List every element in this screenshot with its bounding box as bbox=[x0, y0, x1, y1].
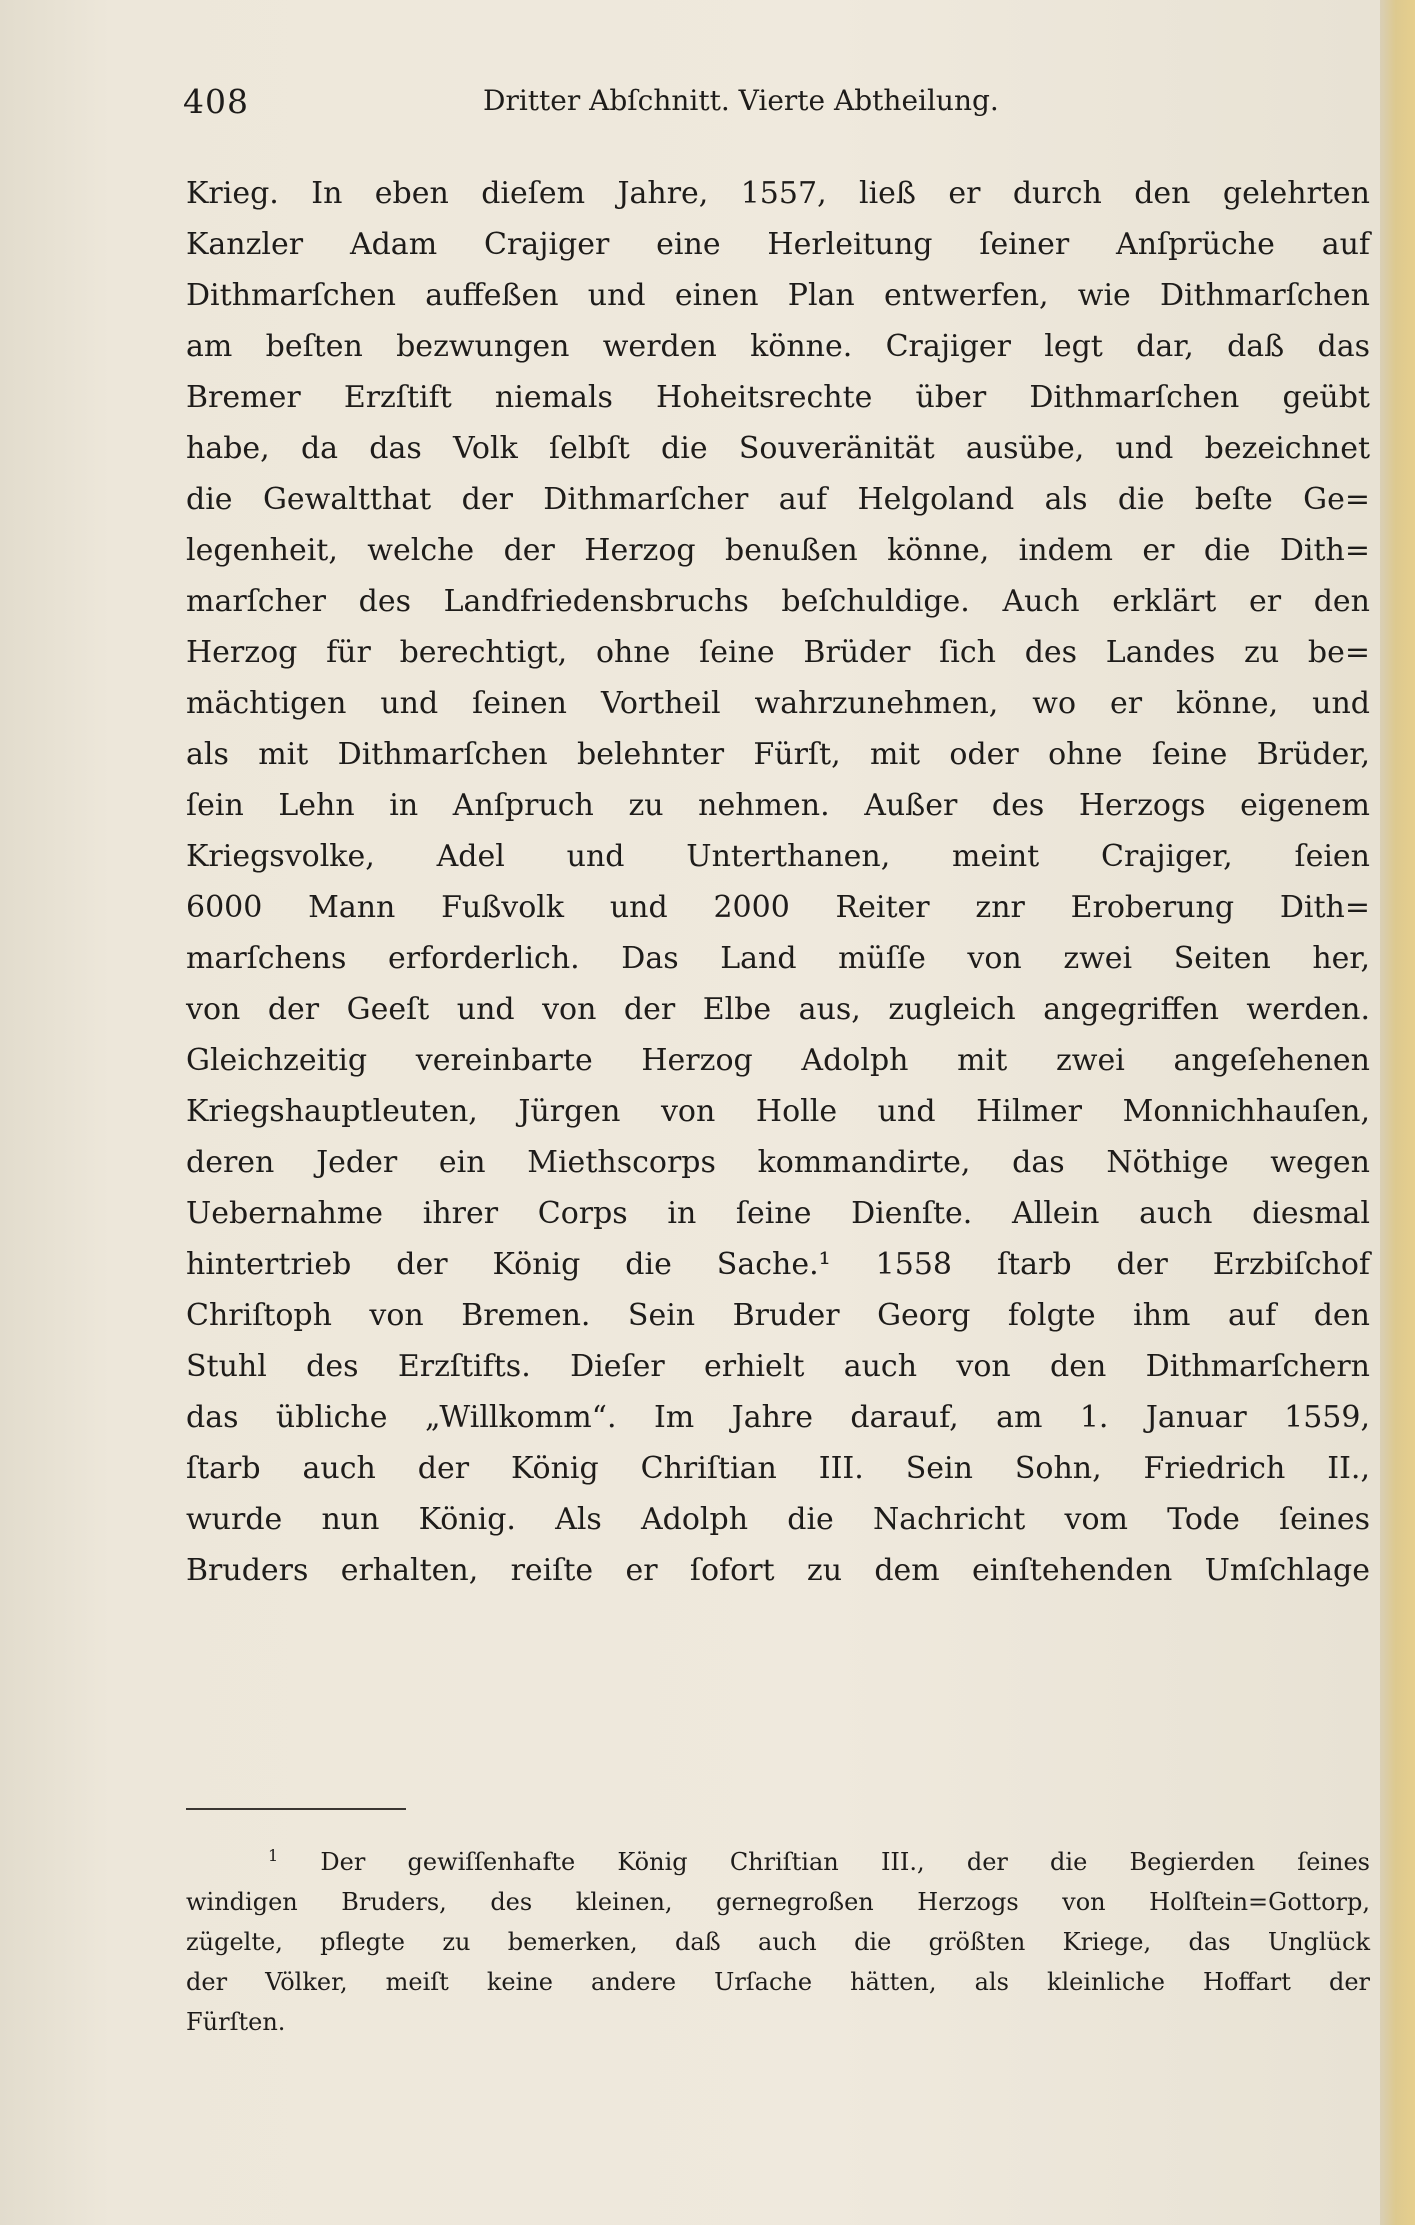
text-line: mächtigen und ſeinen Vortheil wahrzunehmen, wo er könne, und bbox=[186, 686, 1370, 721]
text-line: 6000 Mann Fußvolk und 2000 Reiter znr Eroberung Dith= bbox=[186, 890, 1370, 925]
page-header bbox=[183, 82, 1243, 132]
page-number: 408 bbox=[183, 82, 249, 121]
text-line: legenheit, welche der Herzog benußen könne, indem er die Dith= bbox=[186, 533, 1370, 568]
text-line: marſchens erforderlich. Das Land müſſe von zwei Seiten her, bbox=[186, 941, 1370, 976]
text-line: Stuhl des Erzſtifts. Dieſer erhielt auch von den Dithmarſchern bbox=[186, 1349, 1370, 1384]
footnote-line bbox=[186, 1842, 1370, 1882]
footnote bbox=[186, 1842, 1370, 2042]
footnote-separator bbox=[186, 1808, 406, 1810]
running-head: Dritter Abſchnitt. Vierte Abtheilung. bbox=[483, 84, 999, 117]
text-line: Uebernahme ihrer Corps in ſeine Dienſte. Allein auch diesmal bbox=[186, 1196, 1370, 1231]
text-line: Chriſtoph von Bremen. Sein Bruder Georg folgte ihm auf den bbox=[186, 1298, 1370, 1333]
footnote-line: windigen Bruders, des kleinen, gernegroßen Herzogs von Holſtein=Gottorp, bbox=[186, 1888, 1370, 1916]
text-line: am beſten bezwungen werden könne. Crajiger legt dar, daß das bbox=[186, 329, 1370, 364]
footnote-line: Fürſten. bbox=[186, 2008, 286, 2036]
text-line: deren Jeder ein Miethscorps kommandirte, das Nöthige wegen bbox=[186, 1145, 1370, 1180]
text-line: hintertrieb der König die Sache.¹ 1558 ſtarb der Erzbiſchof bbox=[186, 1247, 1370, 1282]
text-line: Kriegshauptleuten, Jürgen von Holle und Hilmer Monnichhauſen, bbox=[186, 1094, 1370, 1129]
text-line: Bremer Erzſtift niemals Hoheitsrechte über Dithmarſchen geübt bbox=[186, 380, 1370, 415]
footnote-marker: 1 bbox=[268, 1846, 279, 1865]
text-line: ſein Lehn in Anſpruch zu nehmen. Außer des Herzogs eigenem bbox=[186, 788, 1370, 823]
footnote-line: zügelte, pflegte zu bemerken, daß auch die größten Kriege, das Unglück bbox=[186, 1928, 1370, 1956]
text-line: marſcher des Landfriedensbruchs beſchuldige. Auch erklärt er den bbox=[186, 584, 1370, 619]
footnote-line-text: Der gewiſſenhafte König Chriſtian III., der die Begierden ſeines bbox=[320, 1848, 1370, 1876]
text-line: Gleichzeitig vereinbarte Herzog Adolph mit zwei angeſehenen bbox=[186, 1043, 1370, 1078]
text-line: Herzog für berechtigt, ohne ſeine Brüder ſich des Landes zu be= bbox=[186, 635, 1370, 670]
text-line: Kanzler Adam Crajiger eine Herleitung ſeiner Anſprüche auf bbox=[186, 227, 1370, 262]
text-line: Kriegsvolke, Adel und Unterthanen, meint Crajiger, ſeien bbox=[186, 839, 1370, 874]
text-line: von der Geeſt und von der Elbe aus, zugleich angegriffen werden. bbox=[186, 992, 1370, 1027]
text-line: Dithmarſchen auffeßen und einen Plan entwerfen, wie Dithmarſchen bbox=[186, 278, 1370, 313]
text-line: habe, da das Volk ſelbſt die Souveränität ausübe, und bezeichnet bbox=[186, 431, 1370, 466]
text-line: Bruders erhalten, reiſte er ſofort zu dem einſtehenden Umſchlage bbox=[186, 1553, 1370, 1588]
text-line: wurde nun König. Als Adolph die Nachricht vom Tode ſeines bbox=[186, 1502, 1370, 1537]
footnote-line: der Völker, meiſt keine andere Urſache hätten, als kleinliche Hoffart der bbox=[186, 1968, 1370, 1996]
text-line: als mit Dithmarſchen belehnter Fürſt, mit oder ohne ſeine Brüder, bbox=[186, 737, 1370, 772]
gilt-page-edge bbox=[1380, 0, 1415, 2225]
text-line: die Gewaltthat der Dithmarſcher auf Helgoland als die beſte Ge= bbox=[186, 482, 1370, 517]
text-line: Krieg. In eben dieſem Jahre, 1557, ließ er durch den gelehrten bbox=[186, 176, 1370, 211]
body-text bbox=[186, 168, 1370, 1596]
text-line: ſtarb auch der König Chriſtian III. Sein Sohn, Friedrich II., bbox=[186, 1451, 1370, 1486]
text-line: das übliche „Willkomm“. Im Jahre darauf, am 1. Januar 1559, bbox=[186, 1400, 1370, 1435]
